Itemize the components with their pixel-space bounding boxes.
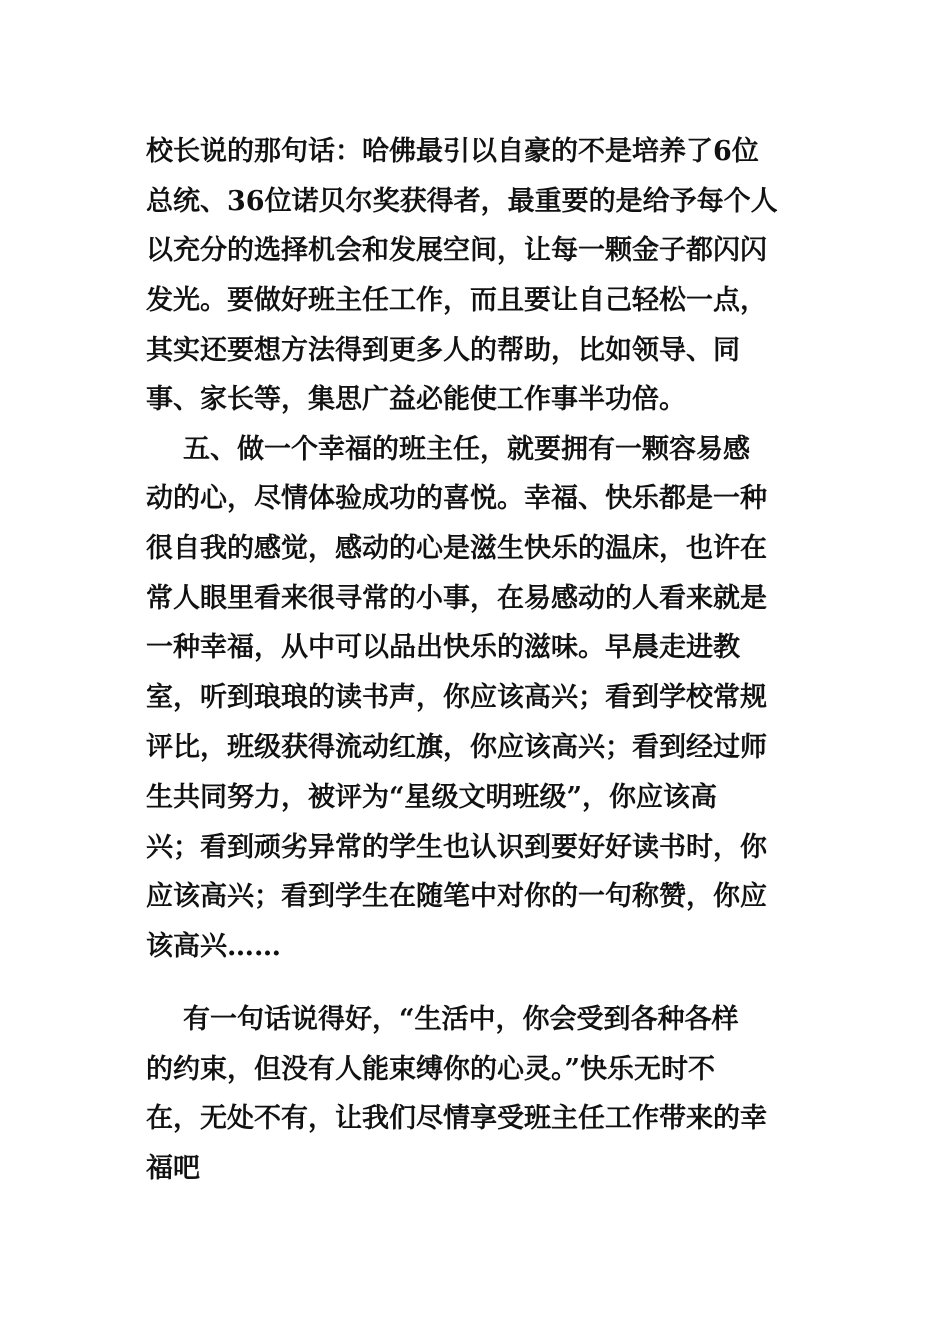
text-line: 校长说的那句话：哈佛最引以自豪的不是培养了6位 [146, 136, 759, 167]
text-line: 评比，班级获得流动红旗，你应该高兴；看到经过师 [146, 732, 767, 763]
text-line: 事、家长等，集思广益必能使工作事半功倍。 [146, 384, 686, 415]
text-line: 以充分的选择机会和发展空间，让每一颗金子都闪闪 [146, 235, 767, 266]
text-line: 福吧 [146, 1153, 200, 1184]
text-line: 生共同努力，被评为“星级文明班级”，你应该高 [146, 782, 718, 813]
text-line: 室，听到琅琅的读书声，你应该高兴；看到学校常规 [146, 682, 767, 713]
text-line: 总统、36位诺贝尔奖获得者，最重要的是给予每个人 [146, 186, 778, 217]
text-line: 应该高兴；看到学生在随笔中对你的一句称赞，你应 [146, 881, 767, 912]
text-line: 在，无处不有，让我们尽情享受班主任工作带来的幸 [146, 1103, 767, 1134]
text-line: 很自我的感觉，感动的心是滋生快乐的温床，也许在 [146, 533, 767, 564]
paragraph-first-line: 有一句话说得好，“生活中，你会受到各种各样 [183, 1004, 739, 1035]
text-line: 兴；看到顽劣异常的学生也认识到要好好读书时，你 [146, 832, 767, 863]
text-line: 一种幸福，从中可以品出快乐的滋味。早晨走进教 [146, 632, 740, 663]
text-line: 的约束，但没有人能束缚你的心灵。”快乐无时不 [146, 1054, 716, 1085]
text-line: 发光。要做好班主任工作，而且要让自己轻松一点， [146, 285, 767, 316]
paragraph-first-line: 五、做一个幸福的班主任，就要拥有一颗容易感 [183, 434, 750, 465]
text-line: 该高兴…… [146, 931, 281, 962]
text-line: 常人眼里看来很寻常的小事，在易感动的人看来就是 [146, 583, 767, 614]
text-line: 动的心，尽情体验成功的喜悦。幸福、快乐都是一种 [146, 483, 767, 514]
text-line: 其实还要想方法得到更多人的帮助，比如领导、同 [146, 335, 740, 366]
